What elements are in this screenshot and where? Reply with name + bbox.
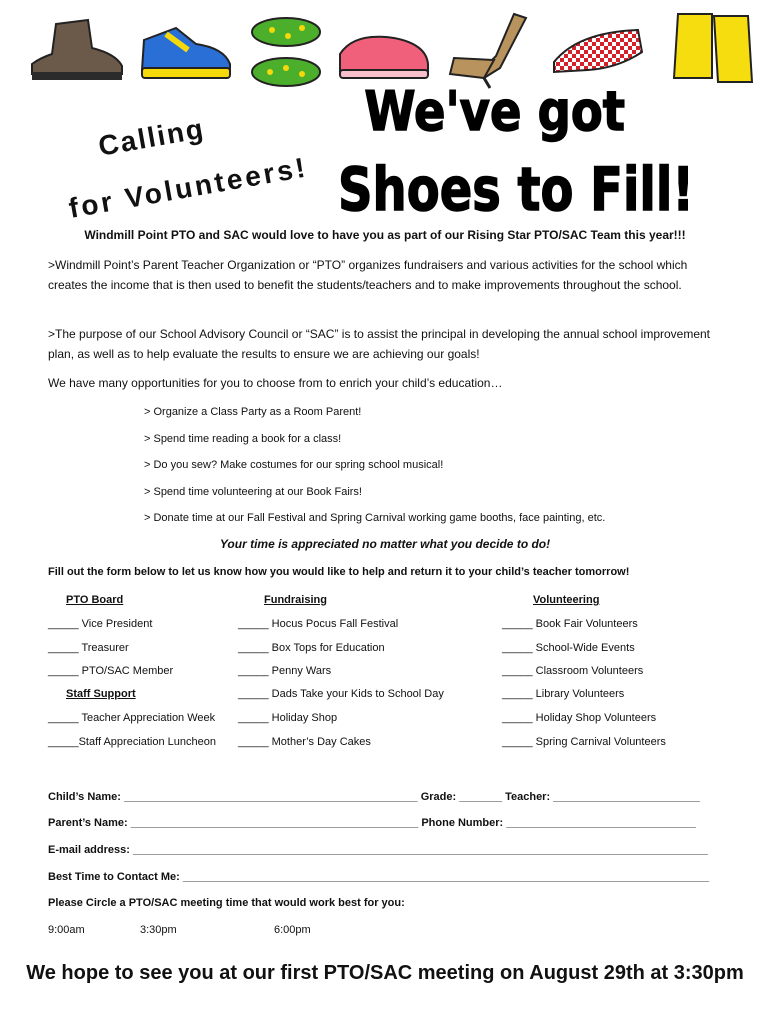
parent-name-field[interactable]: Parent’s Name: _______________________________________________ Phone Number: _______________________________ [48,817,696,829]
signup-option-treasurer[interactable]: _____ Treasurer [48,642,129,654]
signup-option-book-fair[interactable]: _____ Book Fair Volunteers [502,618,638,630]
appreciation-note: Your time is appreciated no matter what you decide to do! [219,537,551,551]
meeting-time-option-afternoon[interactable]: 3:30pm [140,924,177,936]
calling-for-volunteers-heading [62,92,322,222]
brown-boot-icon [26,14,126,84]
green-flip-flops-icon [246,12,326,92]
signup-option-teacher-appreciation[interactable]: _____ Teacher Appreciation Week [48,712,216,724]
meeting-time-option-morning[interactable]: 9:00am [48,924,85,936]
list-item: > Spend time reading a book for a class! [144,432,342,445]
pto-board-header: PTO Board [66,594,124,606]
calling-line2: for Volunteers! [66,151,311,224]
signup-option-holiday-shop-volunteers[interactable]: _____ Holiday Shop Volunteers [502,712,657,724]
list-item: > Organize a Class Party as a Room Parent! [144,406,362,418]
signup-option-spring-carnival[interactable]: _____ Spring Carnival Volunteers [502,736,666,748]
blue-sneaker-icon [136,20,236,84]
signup-option-school-wide-events[interactable]: _____ School-Wide Events [502,642,635,654]
best-time-field[interactable]: Best Time to Contact Me: ______________________________________________________________________________________ [48,871,709,883]
signup-option-box-tops[interactable]: _____ Box Tops for Education [238,642,385,654]
signup-option-dads-day[interactable]: _____ Dads Take your Kids to School Day [238,688,444,700]
signup-option-pto-sac-member[interactable]: _____ PTO/SAC Member [48,665,174,677]
headline-line2: Shoes to Fill! [338,154,695,225]
volunteering-header: Volunteering [533,594,600,606]
signup-option-hocus-pocus[interactable]: _____ Hocus Pocus Fall Festival [238,618,399,630]
pto-paragraph: >Windmill Point’s Parent Teacher Organization or “PTO” organizes fundraisers and various activities for the school which creates the income that is then used to benefit the students/teachers and to make improvements throughout the school. [48,258,688,292]
list-item: > Donate time at our Fall Festival and Spring Carnival working game booths, face painting, etc. [144,512,606,524]
shoes-to-fill-headline [330,72,695,232]
form-instructions: Fill out the form below to let us know how you would like to help and return it to your child’s teacher tomorrow! [48,566,630,578]
headline-line1: We've got [364,79,625,143]
signup-option-penny-wars[interactable]: _____ Penny Wars [238,665,332,677]
fundraising-header: Fundraising [264,594,327,606]
opportunity-list [144,402,605,535]
closing-announcement: We hope to see you at our first PTO/SAC meeting on August 29th at 3:30pm [26,962,744,984]
calling-line1: Calling [96,112,208,162]
meeting-time-prompt: Please Circle a PTO/SAC meeting time that would work best for you: [48,897,405,909]
list-item: > Do you sew? Make costumes for our spring school musical! [144,459,444,471]
signup-option-library[interactable]: _____ Library Volunteers [502,688,625,700]
child-name-field[interactable]: Child’s Name: ________________________________________________ Grade: _______ Teacher: ________________________ [48,791,701,803]
sac-paragraph: >The purpose of our School Advisory Council or “SAC” is to assist the principal in developing the annual school improvement plan, as well as to help evaluate the results to ensure we are achieving our goals! [48,327,711,361]
email-field[interactable]: E-mail address: ______________________________________________________________________________________________ [48,844,709,856]
intro-statement: Windmill Point PTO and SAC would love to have you as part of our Rising Star PTO/SAC Team this year!!! [84,228,686,242]
signup-option-classroom[interactable]: _____ Classroom Volunteers [502,665,644,677]
signup-option-vice-president[interactable]: _____ Vice President [48,618,153,630]
signup-option-holiday-shop[interactable]: _____ Holiday Shop [238,712,338,724]
list-item: > Spend time volunteering at our Book Fairs! [144,485,362,498]
meeting-time-option-evening[interactable]: 6:00pm [274,924,311,936]
yellow-rain-boots-icon [668,8,758,90]
signup-option-mothers-day-cakes[interactable]: _____ Mother’s Day Cakes [238,736,371,748]
signup-option-staff-luncheon[interactable]: _____Staff Appreciation Luncheon [48,736,216,748]
staff-support-header: Staff Support [66,688,136,700]
opportunities-intro: We have many opportunities for you to choose from to enrich your child’s education… [48,376,503,390]
